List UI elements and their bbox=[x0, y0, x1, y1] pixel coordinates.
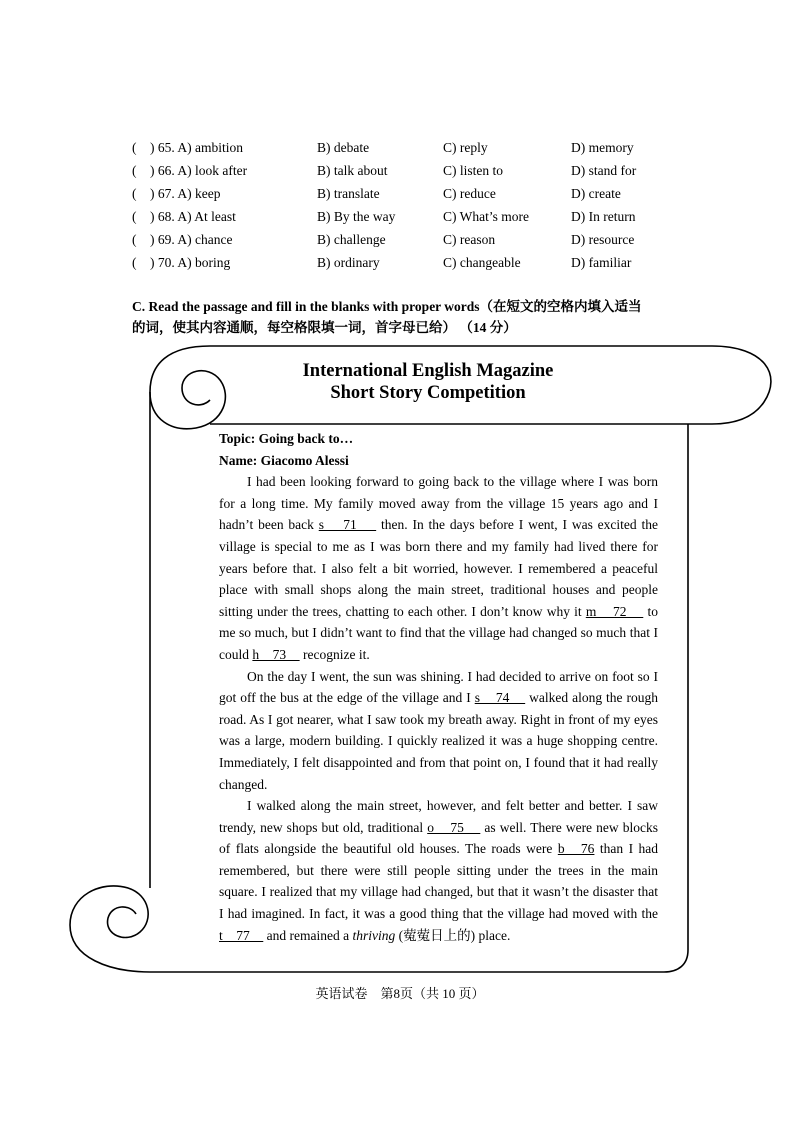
option-a: ( ) 65. A) ambition bbox=[132, 140, 243, 155]
option-c: C) listen to bbox=[443, 163, 503, 178]
option-d: D) create bbox=[571, 186, 621, 201]
magazine-title-line1: International English Magazine bbox=[302, 361, 554, 381]
text-run: On the day I went, the sun was shining. I had decided to arrive on foot so I got off the bus at the edge of the village and I bbox=[219, 668, 658, 706]
option-b: B) talk about bbox=[317, 163, 388, 178]
text-run: and remained a bbox=[263, 927, 353, 943]
option-b: B) ordinary bbox=[317, 255, 380, 270]
option-d: D) familiar bbox=[571, 255, 632, 270]
option-b: B) By the way bbox=[317, 209, 396, 224]
section-heading-line1: C. Read the passage and fill in the blanks with proper words（在短文的空格内填入适当 bbox=[132, 299, 642, 314]
text-run: recognize it. bbox=[299, 646, 370, 662]
option-a: ( ) 69. A) chance bbox=[132, 232, 233, 247]
magazine-title-line2: Short Story Competition bbox=[330, 383, 526, 403]
text-run: to me so much, but I didn’t want to find that the village had changed so much that I could bbox=[219, 603, 658, 662]
text-run: as well. There were new blocks of flats alongside the beautiful old houses. The roads were bbox=[219, 819, 658, 857]
scroll-top-curl bbox=[150, 346, 225, 429]
option-c: C) What’s more bbox=[443, 209, 529, 224]
option-a: ( ) 66. A) look after bbox=[132, 163, 248, 178]
blank-73: h 73 bbox=[252, 646, 300, 662]
option-a: ( ) 70. A) boring bbox=[132, 255, 231, 270]
paragraph-3 bbox=[219, 795, 658, 946]
story-passage bbox=[219, 428, 658, 946]
option-c: C) reduce bbox=[443, 186, 496, 201]
magazine-title bbox=[235, 360, 621, 404]
italic-word: thriving bbox=[352, 927, 396, 943]
section-heading-line2: 的词，使其内容通顺，每空格限填一词，首字母已给） （14 分） bbox=[132, 320, 517, 335]
story-author: Name: Giacomo Alessi bbox=[219, 452, 349, 468]
option-d: D) resource bbox=[571, 232, 635, 247]
text-run: then. In the days before I went, I was excited the village is special to me as I was born there and my family had lived there for years before that. I also felt a bit worried, however. I remembered a peaceful place with small shops along the main street, traditional houses and people sitting under the trees, chatting to each other. I don’t know why it bbox=[219, 517, 658, 619]
option-d: D) stand for bbox=[571, 163, 637, 178]
text-run: I had been looking forward to going back to the village where I was born for a long time. My family moved away from the village 15 years ago and I hadn’t been back bbox=[219, 474, 658, 533]
text-run: than I had remembered, but there were still people sitting under the trees in the main square. I realized that my village had changed, but that it wasn’t the disaster that I had imagined. In fact, it was a good thing that the village had moved with the bbox=[219, 841, 659, 922]
option-d: D) memory bbox=[571, 140, 634, 155]
option-b: B) debate bbox=[317, 140, 370, 155]
blank-77: t 77 bbox=[219, 927, 264, 943]
text-run: I walked along the main street, however, and felt better and better. I saw trendy, new shops but old, traditional bbox=[219, 798, 658, 835]
blank-71: s 71 bbox=[318, 517, 377, 533]
paragraph-2 bbox=[219, 666, 658, 796]
blank-74: s 74 bbox=[474, 690, 526, 706]
text-run: walked along the rough road. As I got nearer, what I saw took my breath away. Right in front of my eyes was a large, modern building. I quickly realized it was a huge shopping centre. Immediately, I felt disappointed and from that point on, I found that it had really changed. bbox=[219, 690, 658, 792]
option-c: C) reply bbox=[443, 140, 488, 155]
option-a: ( ) 67. A) keep bbox=[132, 186, 221, 201]
option-c: C) changeable bbox=[443, 255, 521, 270]
option-d: D) In return bbox=[571, 209, 636, 224]
option-b: B) challenge bbox=[317, 232, 386, 247]
option-c: C) reason bbox=[443, 232, 496, 247]
option-b: B) translate bbox=[317, 186, 380, 201]
scroll-bottom-curl bbox=[70, 886, 150, 972]
text-run: (蒬蒬日上的) place. bbox=[395, 927, 511, 943]
blank-76: b 76 bbox=[557, 841, 595, 857]
paragraph-1 bbox=[219, 471, 658, 665]
option-a: ( ) 68. A) At least bbox=[132, 209, 236, 224]
blank-75: o 75 bbox=[427, 819, 481, 835]
blank-72: m 72 bbox=[585, 603, 644, 619]
story-topic: Topic: Going back to… bbox=[219, 431, 354, 446]
page-footer: 英语试卷 第8页（共 10 页） bbox=[315, 986, 485, 1001]
